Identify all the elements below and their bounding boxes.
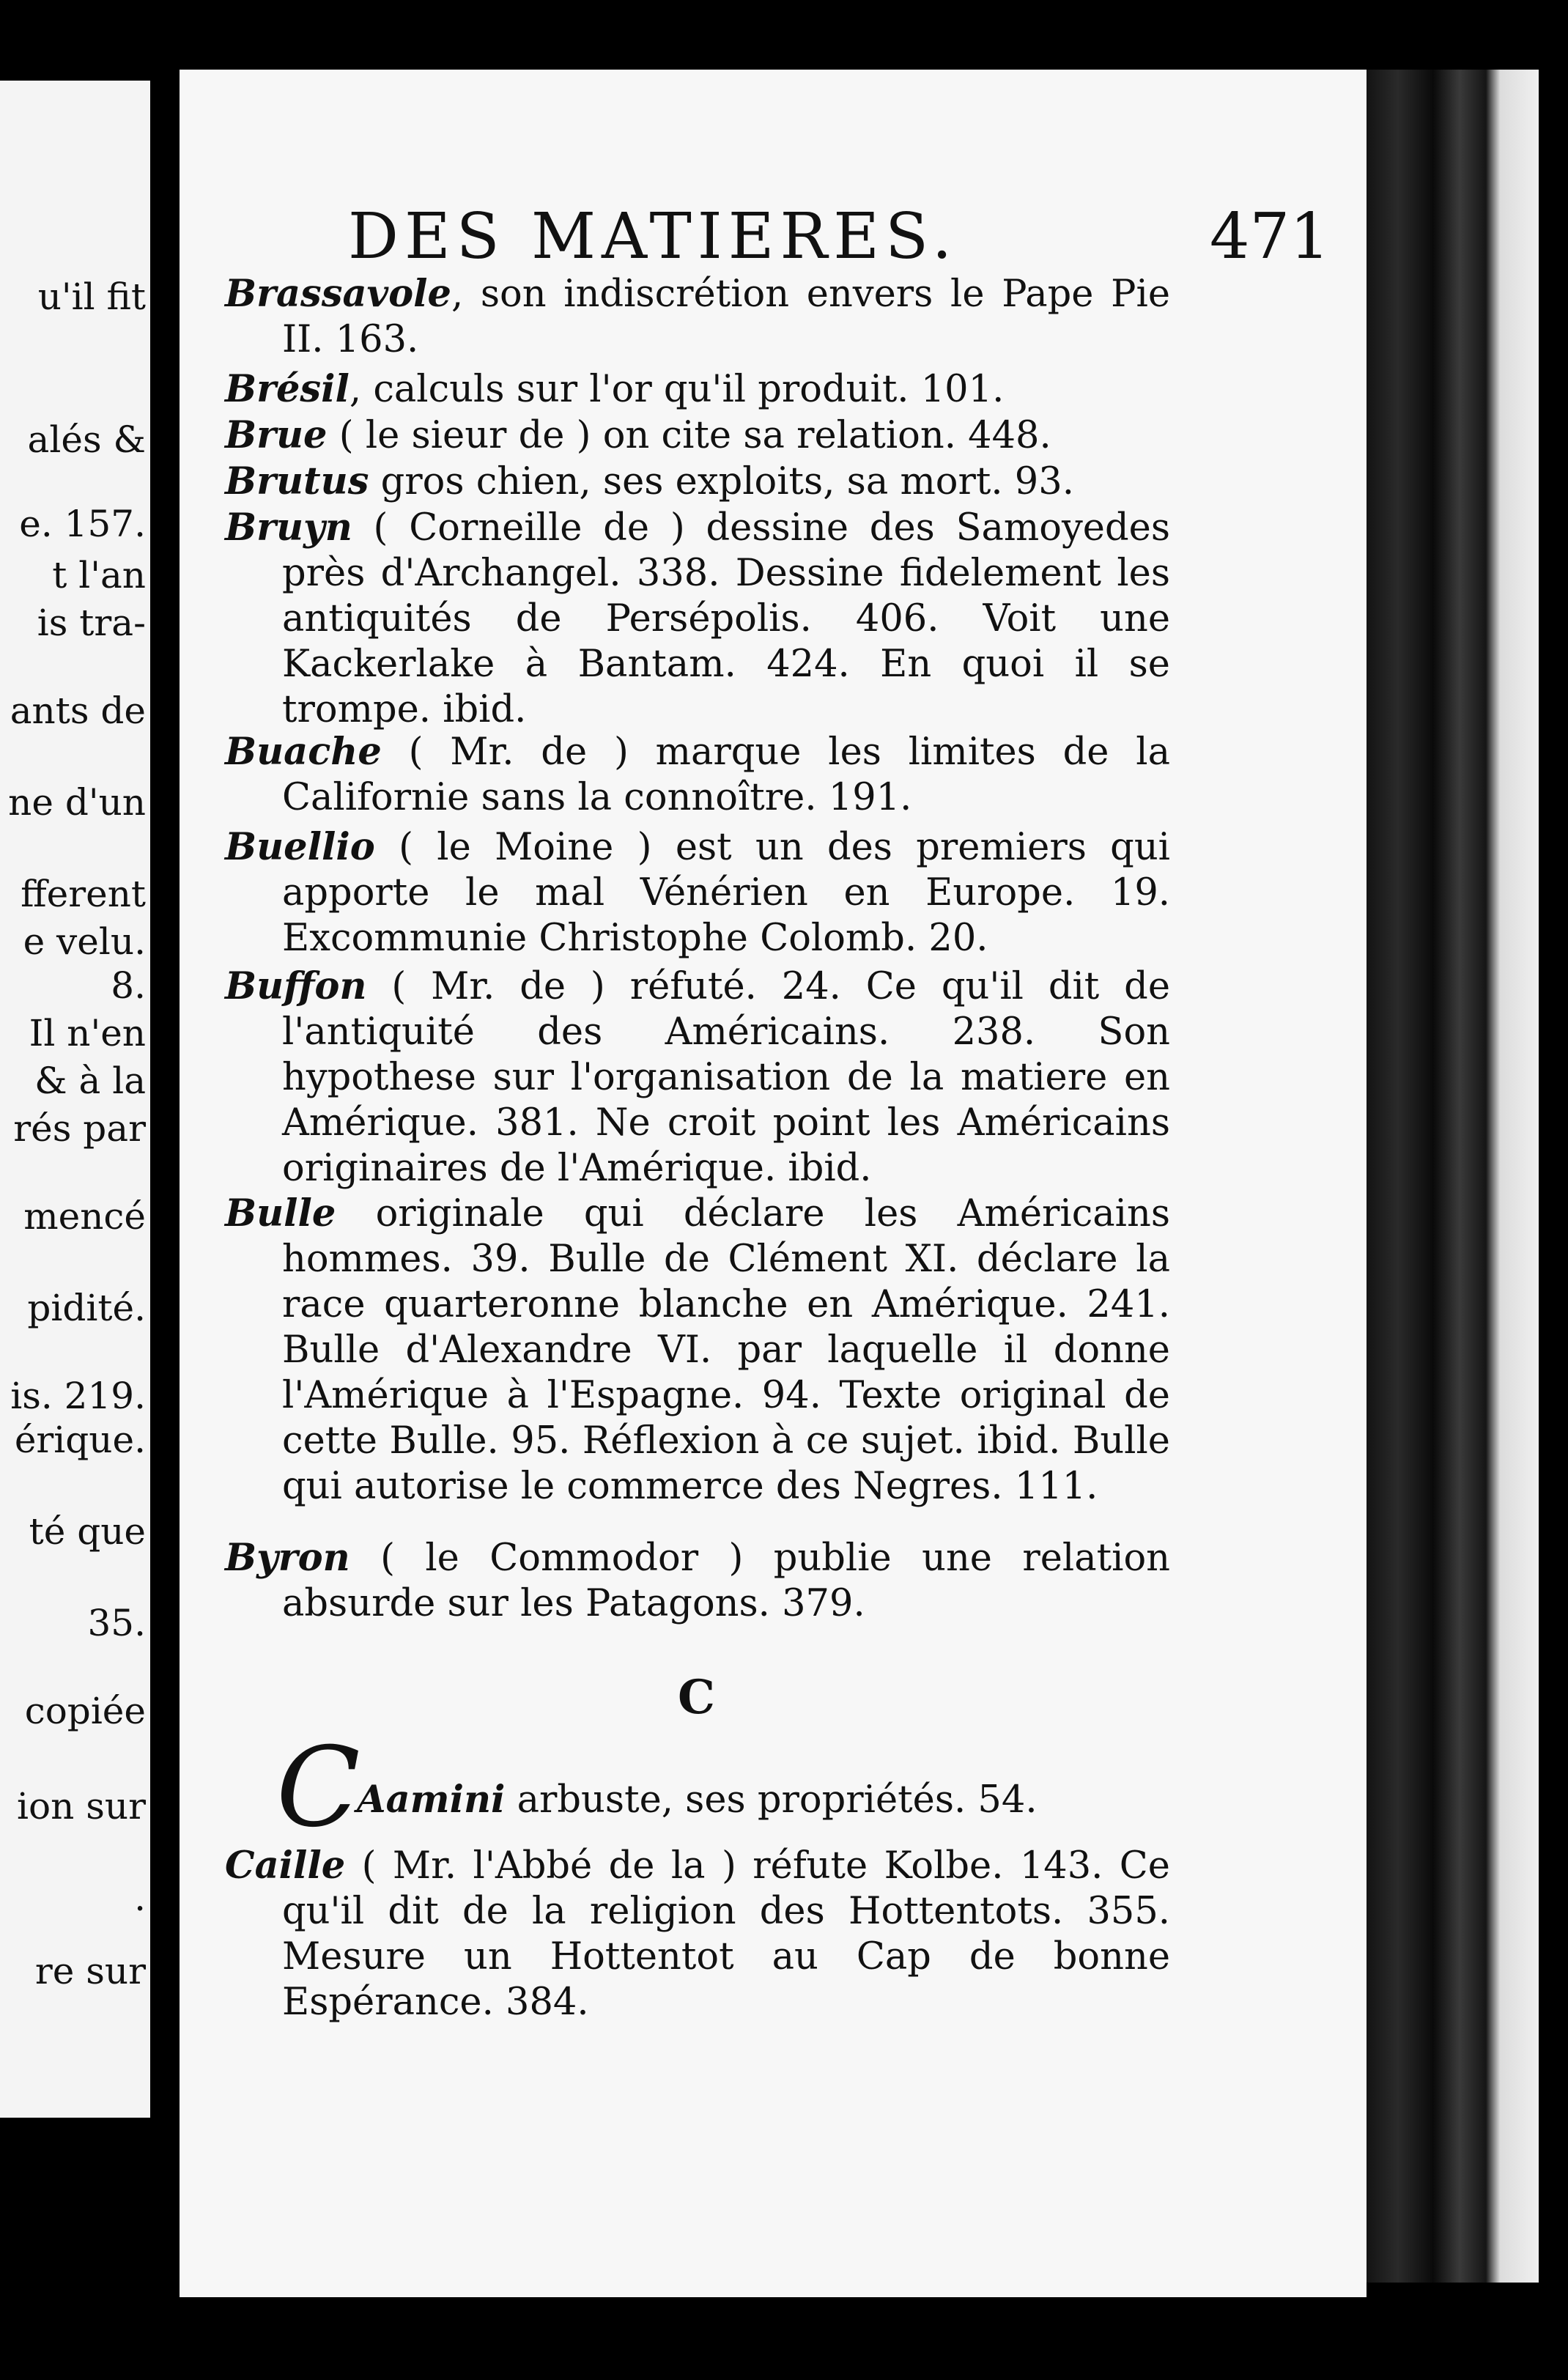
index-entry xyxy=(225,824,1170,961)
left-page-fragment: is. 219. xyxy=(10,1375,146,1417)
entry-head: Byron xyxy=(225,1536,350,1580)
entry-head: Brésil xyxy=(225,367,350,411)
entry-head: Brue xyxy=(225,413,328,457)
left-page-fragment: mencé xyxy=(23,1195,146,1238)
entry-head: Caille xyxy=(225,1844,346,1888)
left-page-fragment: u'il fit xyxy=(37,276,146,318)
left-page-fragment: alés & xyxy=(27,418,146,461)
left-page-fragment: 35. xyxy=(87,1602,146,1644)
left-page-fragment: ne d'un xyxy=(8,781,146,824)
index-entry xyxy=(225,459,1170,505)
left-page-fragment: 8. xyxy=(111,964,146,1007)
entry-text: , calculs sur l'or qu'il produit. 101. xyxy=(349,368,1005,411)
left-page-fragment: & à la xyxy=(34,1060,146,1102)
index-entry xyxy=(225,964,1170,1191)
book-spine-edge xyxy=(1363,70,1539,2283)
index-entry xyxy=(225,1191,1170,1509)
previous-page-edge xyxy=(0,81,150,2118)
left-page-fragment: rés par xyxy=(13,1107,146,1150)
entry-text: ( le Commodor ) publie une relation absurde sur les Patagons. 379. xyxy=(282,1537,1170,1625)
left-page-fragment: ants de xyxy=(10,690,146,732)
entry-text: ( Corneille de ) dessine des Samoyedes près d'Archangel. 338. Dessine fidelement les antiquités de Persépolis. 406. Voit une Kackerlake à Bantam. 424. En quoi il se trompe. ibid. xyxy=(282,506,1170,731)
entry-text: arbuste, ses propriétés. 54. xyxy=(505,1778,1038,1822)
index-entry xyxy=(225,1535,1170,1627)
index-entry xyxy=(225,729,1170,821)
entry-text: gros chien, ses exploits, sa mort. 93. xyxy=(369,460,1074,503)
entry-text: , son indiscrétion envers le Pape Pie II. 163. xyxy=(282,273,1170,361)
entry-head: Buffon xyxy=(225,964,367,1008)
index-entry xyxy=(225,505,1170,733)
index-entry xyxy=(225,271,1170,363)
left-page-fragment: pidité. xyxy=(27,1287,146,1329)
running-head-title: DES MATIERES. xyxy=(348,200,958,273)
entry-text: originale qui déclare les Américains hommes. 39. Bulle de Clément XI. déclare la race quarteronne blanche en Amérique. 241. Bulle d'Alexandre VI. par laquelle il donne l'Amérique à l'Espagne. 94. Texte original de cette Bulle. 95. Réflexion à ce sujet. ibid. Bulle qui autorise le commerce des Negres. 111. xyxy=(282,1192,1170,1508)
entry-text: ( Mr. l'Abbé de la ) réfute Kolbe. 143. Ce qu'il dit de la religion des Hottentots. 355. Mesure un Hottentot au Cap de bonne Espérance. 384. xyxy=(282,1844,1170,2024)
entry-head: Buache xyxy=(225,730,382,774)
index-page xyxy=(180,70,1367,2297)
entry-head: Brassavole xyxy=(225,272,451,316)
index-entry xyxy=(225,366,1170,413)
left-page-fragment: té que xyxy=(29,1510,146,1553)
left-page-fragment: ion sur xyxy=(17,1785,146,1828)
left-page-fragment: copiée xyxy=(24,1690,146,1732)
page-number: 471 xyxy=(1209,200,1330,273)
left-page-fragment: . xyxy=(134,1877,146,1919)
entry-head: Bulle xyxy=(225,1191,336,1235)
index-entry-drop-cap xyxy=(225,1724,1170,1852)
drop-cap: C xyxy=(276,1724,360,1852)
entry-text: ( le Moine ) est un des premiers qui apporte le mal Vénérien en Europe. 19. Excommunie Christophe Colomb. 20. xyxy=(282,826,1170,960)
left-page-fragment: Il n'en xyxy=(29,1012,146,1054)
left-page-fragment: e. 157. xyxy=(19,503,146,545)
entry-head: Brutus xyxy=(225,459,369,503)
entry-head: Aamini xyxy=(357,1778,506,1822)
left-page-fragment: re sur xyxy=(34,1950,146,1992)
left-page-fragment: fferent xyxy=(21,873,146,915)
left-page-fragment: érique. xyxy=(14,1419,146,1461)
running-head xyxy=(348,200,1330,273)
left-page-fragment: is tra- xyxy=(37,602,146,644)
left-page-fragment: t l'an xyxy=(52,554,146,596)
entry-text: ( le sieur de ) on cite sa relation. 448. xyxy=(327,414,1051,457)
left-page-fragment: e velu. xyxy=(23,920,146,963)
index-entry xyxy=(225,413,1170,459)
entry-head: Buellio xyxy=(225,825,375,869)
entry-text: ( Mr. de ) marque les limites de la Californie sans la connoître. 191. xyxy=(282,731,1170,819)
section-letter: C xyxy=(678,1670,715,1725)
entry-head: Bruyn xyxy=(225,506,352,550)
index-entry xyxy=(225,1843,1170,2025)
entry-text: ( Mr. de ) réfuté. 24. Ce qu'il dit de l'antiquité des Américains. 238. Son hypothese sur l'organisation de la matiere en Amérique. 381. Ne croit point les Américains originaires de l'Amérique. ibid. xyxy=(282,965,1170,1190)
